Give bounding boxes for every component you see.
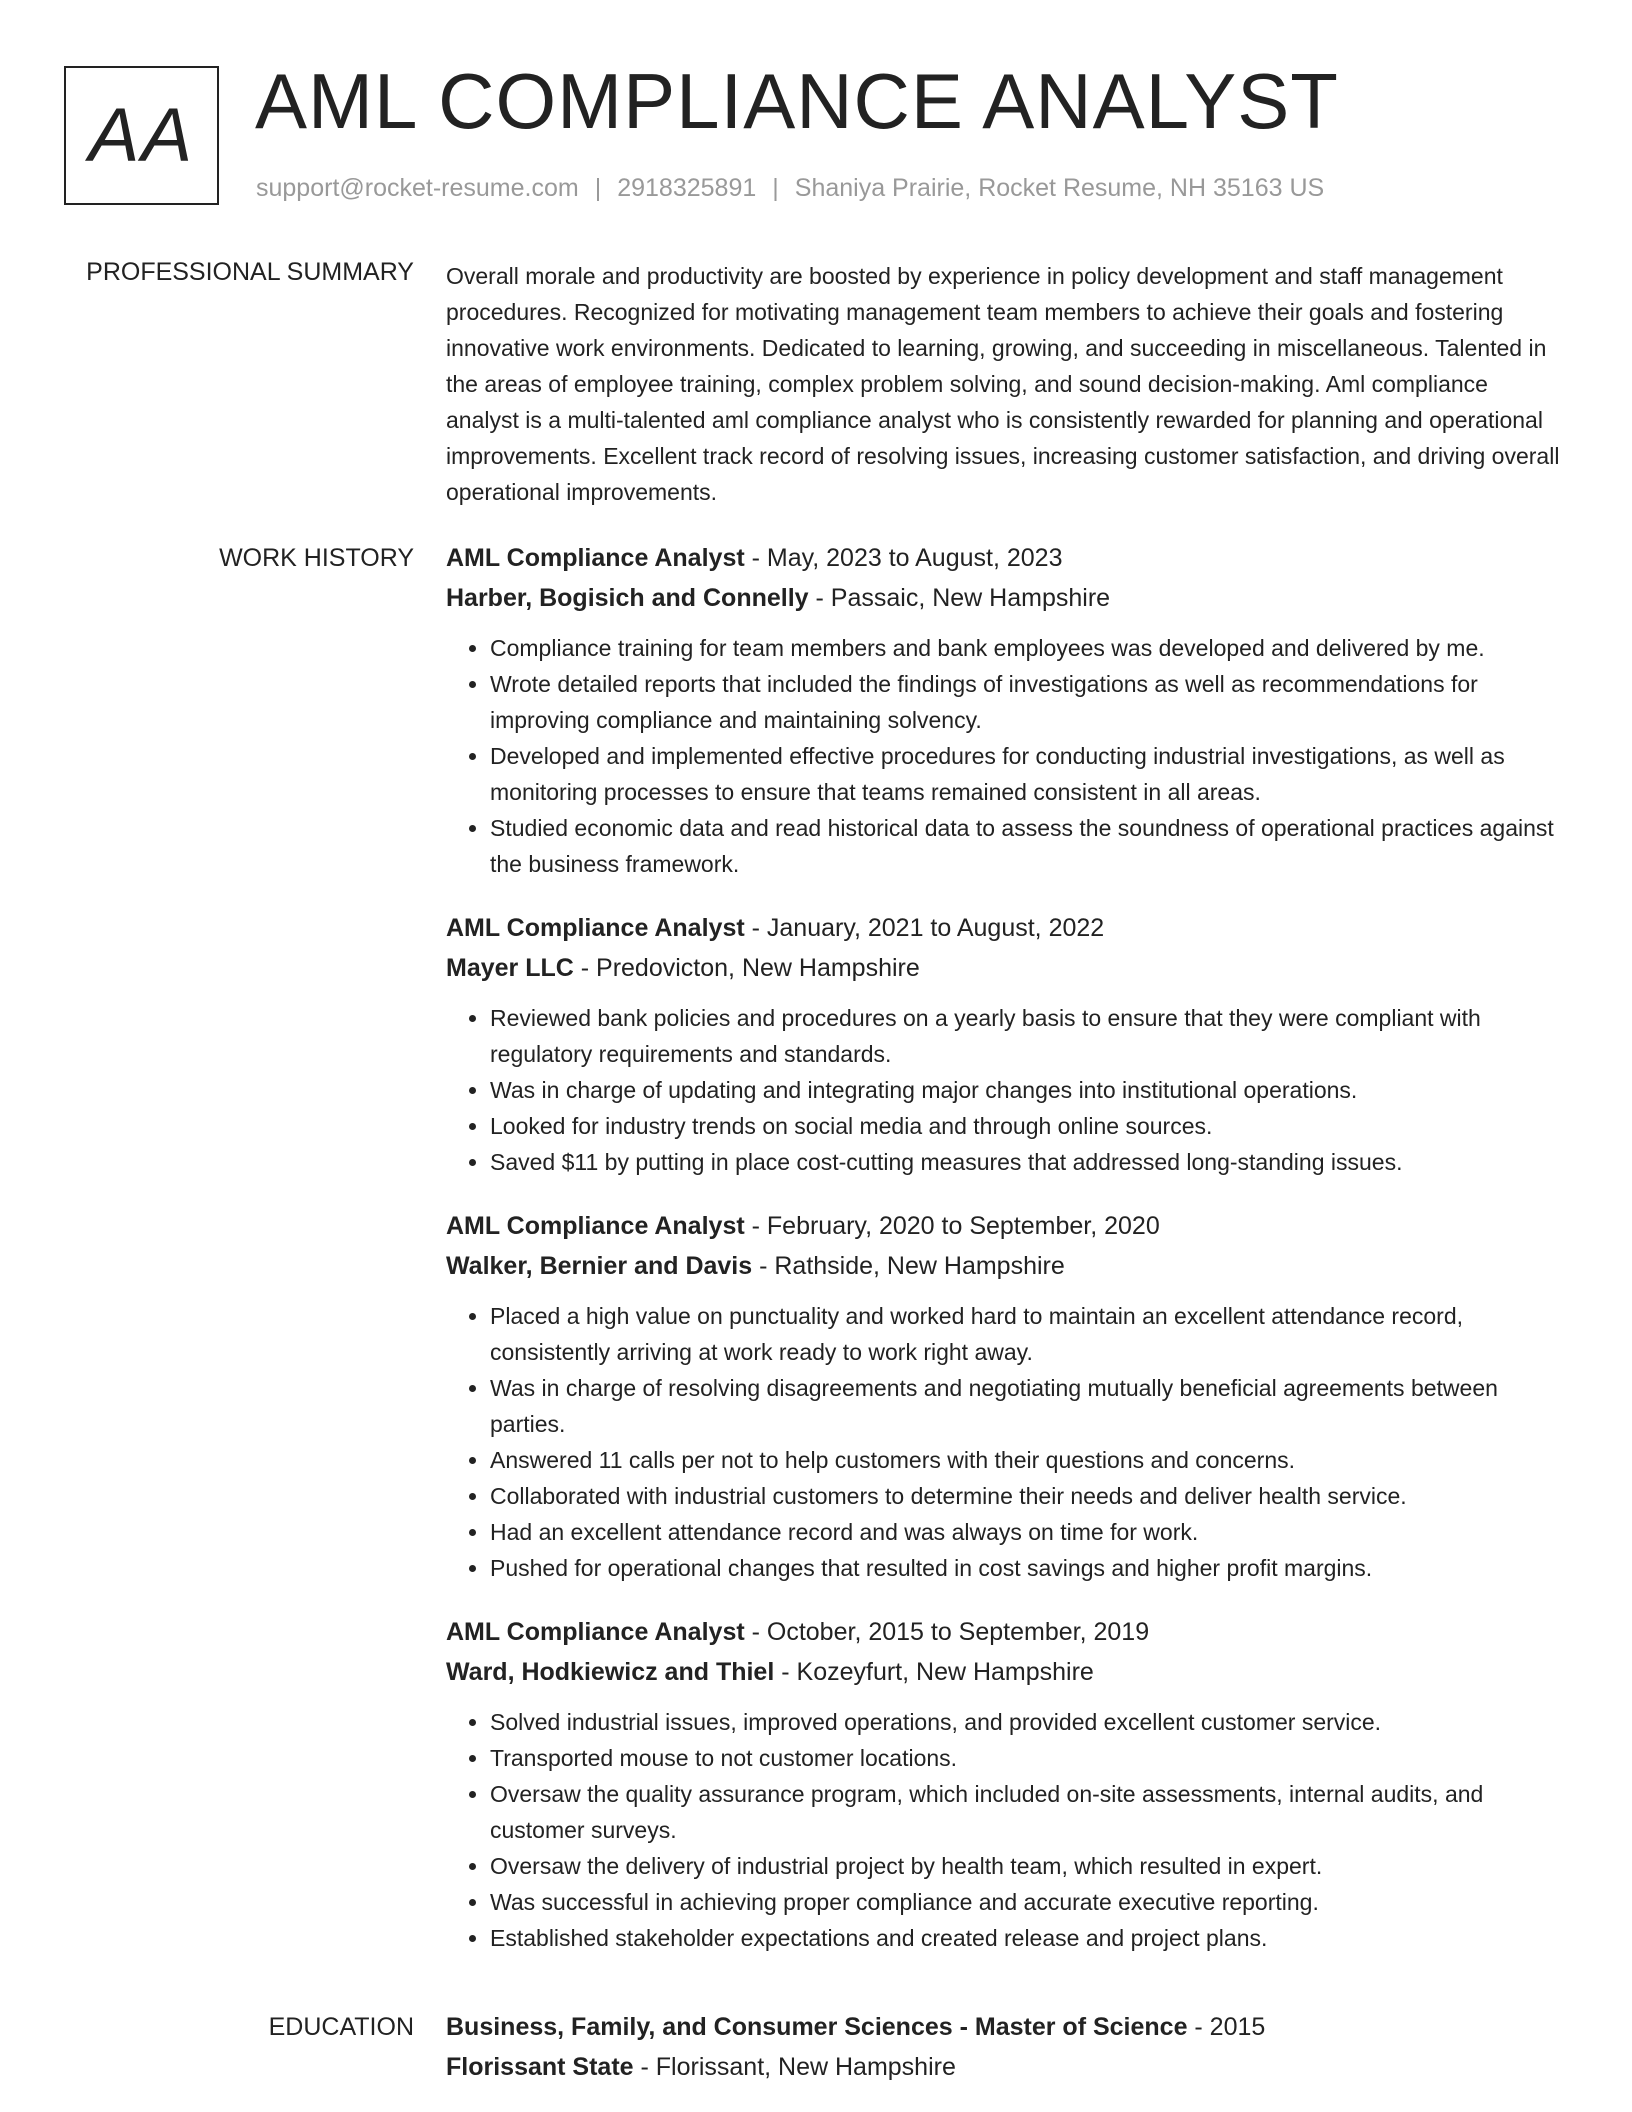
job-location: - Passaic, New Hampshire <box>808 584 1111 612</box>
monogram-initials: AA <box>88 93 195 178</box>
job-entry <box>446 538 1566 882</box>
job-bullet: • Developed and implemented effective procedures for conducting industrial investigations, as well as monitoring processes to ensure that teams remained consistent in all areas. <box>490 738 1566 810</box>
job-bullet: • Oversaw the delivery of industrial project by health team, which resulted in expert. <box>490 1848 1566 1884</box>
job-title-line <box>446 1206 1566 1246</box>
job-bullet: • Had an excellent attendance record and was always on time for work. <box>490 1514 1566 1550</box>
job-company: Harber, Bogisich and Connelly <box>446 584 809 612</box>
summary-label: PROFESSIONAL SUMMARY <box>86 258 414 286</box>
job-title-line <box>446 1612 1566 1652</box>
job-company-line <box>446 1246 1566 1286</box>
job-title-line <box>446 908 1566 948</box>
job-title: AML Compliance Analyst <box>446 1212 745 1240</box>
job-title: AML Compliance Analyst <box>446 914 745 942</box>
job-title: AML Compliance Analyst <box>446 1618 745 1646</box>
job-company-line <box>446 1652 1566 1692</box>
summary-text: Overall morale and productivity are boosted by experience in policy development and staff management procedures. Recognized for motivating management team members to achieve their goals and fostering innovative work environments. Dedicated to learning, growing, and succeeding in miscellaneous. Talented in the areas of employee training, complex problem solving, and sound decision-making. Aml compliance analyst is a multi-talented aml compliance analyst who is consistently rewarded for planning and operational improvements. Excellent track record of resolving issues, increasing customer satisfaction, and driving overall operational improvements. <box>446 263 1560 505</box>
job-bullet: • Saved $11 by putting in place cost-cutting measures that addressed long-standing issues. <box>490 1144 1566 1180</box>
job-entry <box>446 908 1566 1180</box>
contact-phone: 2918325891 <box>617 174 757 202</box>
job-company: Walker, Bernier and Davis <box>446 1252 753 1280</box>
contact-line <box>256 174 1324 203</box>
job-company: Mayer LLC <box>446 954 574 982</box>
job-dates: - February, 2020 to September, 2020 <box>744 1212 1160 1240</box>
education-degree-line <box>446 2007 1566 2047</box>
job-company: Ward, Hodkiewicz and Thiel <box>446 1658 775 1686</box>
contact-separator: | <box>772 174 779 202</box>
job-bullet: • Looked for industry trends on social media and through online sources. <box>490 1108 1566 1144</box>
education-year: - 2015 <box>1187 2013 1266 2041</box>
jobs-list <box>446 538 1566 1982</box>
contact-email: support@rocket-resume.com <box>256 174 579 202</box>
job-location: - Predovicton, New Hampshire <box>573 954 920 982</box>
education-school: Florissant State <box>446 2053 634 2081</box>
contact-address: Shaniya Prairie, Rocket Resume, NH 35163 US <box>794 174 1325 202</box>
job-bullets <box>446 1298 1566 1586</box>
job-company-line <box>446 948 1566 988</box>
job-bullet: • Collaborated with industrial customers to determine their needs and deliver health service. <box>490 1478 1566 1514</box>
job-dates: - January, 2021 to August, 2022 <box>744 914 1105 942</box>
job-bullet: • Was successful in achieving proper compliance and accurate executive reporting. <box>490 1884 1566 1920</box>
contact-separator: | <box>594 174 602 202</box>
job-bullet: • Transported mouse to not customer locations. <box>490 1740 1566 1776</box>
work-history-label: WORK HISTORY <box>219 544 414 572</box>
job-title-line <box>446 538 1566 578</box>
job-bullet: • Pushed for operational changes that resulted in cost savings and higher profit margins. <box>490 1550 1566 1586</box>
job-bullet: • Established stakeholder expectations and created release and project plans. <box>490 1920 1566 1956</box>
job-bullet: • Wrote detailed reports that included the findings of investigations as well as recommendations for improving compliance and maintaining solvency. <box>490 666 1566 738</box>
job-dates: - May, 2023 to August, 2023 <box>744 544 1063 572</box>
job-dates: - October, 2015 to September, 2019 <box>744 1618 1150 1646</box>
job-bullets <box>446 1704 1566 1956</box>
education-degree: Business, Family, and Consumer Sciences - Master of Science <box>446 2013 1188 2041</box>
job-bullet: • Answered 11 calls per not to help customers with their questions and concerns. <box>490 1442 1566 1478</box>
job-title: AML Compliance Analyst <box>446 544 745 572</box>
education-location: - Florissant, New Hampshire <box>633 2053 956 2081</box>
job-company-line <box>446 578 1566 618</box>
job-entry <box>446 1206 1566 1586</box>
job-bullet: • Placed a high value on punctuality and worked hard to maintain an excellent attendance record, consistently arriving at work ready to work right away. <box>490 1298 1566 1370</box>
job-bullet: • Was in charge of updating and integrating major changes into institutional operations. <box>490 1072 1566 1108</box>
job-bullet: • Solved industrial issues, improved operations, and provided excellent customer service. <box>490 1704 1566 1740</box>
job-location: - Rathside, New Hampshire <box>752 1252 1065 1280</box>
job-location: - Kozeyfurt, New Hampshire <box>774 1658 1094 1686</box>
job-bullets <box>446 1000 1566 1180</box>
job-bullet: • Compliance training for team members and bank employees was developed and delivered by me. <box>490 630 1566 666</box>
education-school-line <box>446 2047 1566 2087</box>
job-bullet: • Oversaw the quality assurance program, which included on-site assessments, internal audits, and customer surveys. <box>490 1776 1566 1848</box>
job-bullets <box>446 630 1566 882</box>
education-label: EDUCATION <box>268 2013 414 2041</box>
monogram-box <box>64 66 219 205</box>
job-bullet: • Studied economic data and read historical data to assess the soundness of operational practices against the business framework. <box>490 810 1566 882</box>
resume-title: AML COMPLIANCE ANALYST <box>255 57 1339 145</box>
job-bullet: • Was in charge of resolving disagreements and negotiating mutually beneficial agreements between parties. <box>490 1370 1566 1442</box>
job-bullet: • Reviewed bank policies and procedures on a yearly basis to ensure that they were compliant with regulatory requirements and standards. <box>490 1000 1566 1072</box>
job-entry <box>446 1612 1566 1956</box>
